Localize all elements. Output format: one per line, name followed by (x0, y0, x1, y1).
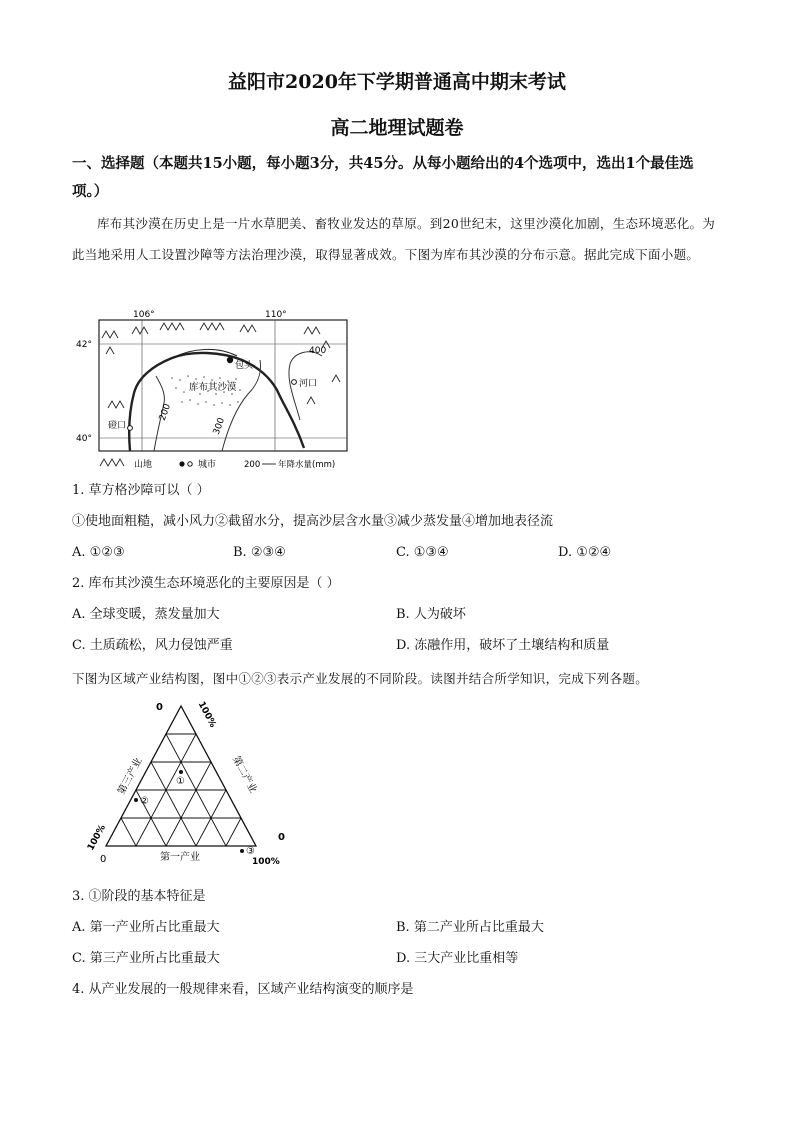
q2-option-a[interactable]: A. 全球变暖，蒸发量加大 (72, 607, 220, 622)
isohyet-400-label: 400 (309, 346, 327, 356)
passage-desert: 库布其沙漠在历史上是一片水草肥美、畜牧业发达的草原。到20世纪末，这里沙漠化加剧，生态环境恶化。为此当地采用人工设置沙障等方法治理沙漠，取得显著成效。下图为库布其沙漠的分布示意。据此完成下面小题。 (72, 216, 716, 262)
bottom-axis-label: 第一产业 (160, 852, 200, 863)
q3-stem: 3. ①阶段的基本特征是 (72, 889, 206, 904)
desert-map (72, 308, 362, 476)
q3-option-c[interactable]: C. 第三产业所占比重最大 (72, 951, 220, 966)
isohyet-300-label: 300 (211, 416, 228, 437)
stage-2-point (134, 798, 138, 802)
exam-subtitle: 高二地理试题卷 (330, 117, 464, 139)
city-dengkou-icon (128, 426, 133, 431)
q1-option-c[interactable]: C. ①③④ (396, 545, 449, 560)
stage-1-label: ① (176, 776, 185, 787)
q3-option-d[interactable]: D. 三大产业比重相等 (396, 951, 519, 966)
legend-mountain-label: 山地 (134, 460, 153, 470)
q2-option-b[interactable]: B. 人为破坏 (396, 607, 466, 622)
desert-label: 库布其沙漠 (189, 382, 237, 393)
right-zero-label: 0 (278, 832, 285, 843)
q1-items: ①使地面粗糙，减小风力②截留水分，提高沙层含水量③减少蒸发量④增加地表径流 (72, 514, 554, 529)
lat-42-label: 42° (76, 340, 92, 350)
isohyet-200-label: 200 (157, 402, 174, 423)
right-axis-label: 第二产业 (229, 754, 259, 796)
q2-stem: 2. 库布其沙漠生态环境恶化的主要原因是（ ） (72, 576, 340, 591)
mountain-icon (102, 323, 340, 408)
lon-110-label: 110° (265, 310, 287, 320)
stage-3-label: ③ (246, 846, 255, 857)
exam-title: 益阳市2020年下学期普通高中期末考试 (228, 71, 566, 93)
city-baotou-label: 包头 (235, 361, 254, 371)
legend-city-hollow-icon (188, 462, 192, 466)
q1-option-b[interactable]: B. ②③④ (233, 545, 286, 560)
stage-1-point (179, 770, 183, 774)
q3-option-b[interactable]: B. 第二产业所占比重最大 (396, 920, 544, 935)
lon-106-label: 106° (133, 310, 155, 320)
top-zero-label: 0 (156, 702, 163, 713)
section-heading: 一、选择题（本题共15小题，每小题3分，共45分。从每小题给出的4个选项中，选出1个最佳选项。） (72, 155, 694, 200)
legend-iso-value: 200 (244, 460, 261, 470)
stage-3-point (240, 849, 244, 853)
legend-mountain-icon (100, 459, 124, 466)
q1-option-a[interactable]: A. ①②③ (72, 545, 125, 560)
left-hundred-label: 100% (86, 823, 108, 853)
q2-option-c[interactable]: C. 土质疏松，风力侵蚀严重 (72, 638, 233, 653)
industry-triangle-chart (72, 694, 292, 882)
bottom-zero-label: 0 (100, 854, 107, 865)
q1-stem: 1. 草方格沙障可以（ ） (72, 483, 210, 498)
legend-city-solid-icon (179, 461, 184, 466)
top-hundred-label: 100% (195, 700, 218, 730)
q3-option-a[interactable]: A. 第一产业所占比重最大 (72, 920, 220, 935)
q4-stem: 4. 从产业发展的一般规律来看，区域产业结构演变的顺序是 (72, 982, 414, 997)
q1-option-d[interactable]: D. ①②④ (558, 545, 612, 560)
city-hekou-label: 河口 (299, 379, 318, 389)
passage-industry: 下图为区域产业结构图，图中①②③表示产业发展的不同阶段。读图并结合所学知识，完成下列各题。 (72, 671, 649, 686)
lat-40-label: 40° (76, 434, 92, 444)
legend-iso-label: 年降水量(mm) (278, 460, 336, 470)
stage-2-label: ② (140, 796, 149, 807)
bottom-hundred-label: 100% (252, 857, 280, 867)
city-dengkou-label: 磴口 (108, 421, 127, 431)
q2-option-d[interactable]: D. 冻融作用，破坏了土壤结构和质量 (396, 638, 610, 653)
legend-city-label: 城市 (198, 460, 217, 470)
city-baotou-icon (227, 357, 233, 363)
map-legend (100, 458, 335, 470)
city-hekou-icon (292, 380, 297, 385)
left-axis-label: 第三产业 (116, 756, 145, 797)
